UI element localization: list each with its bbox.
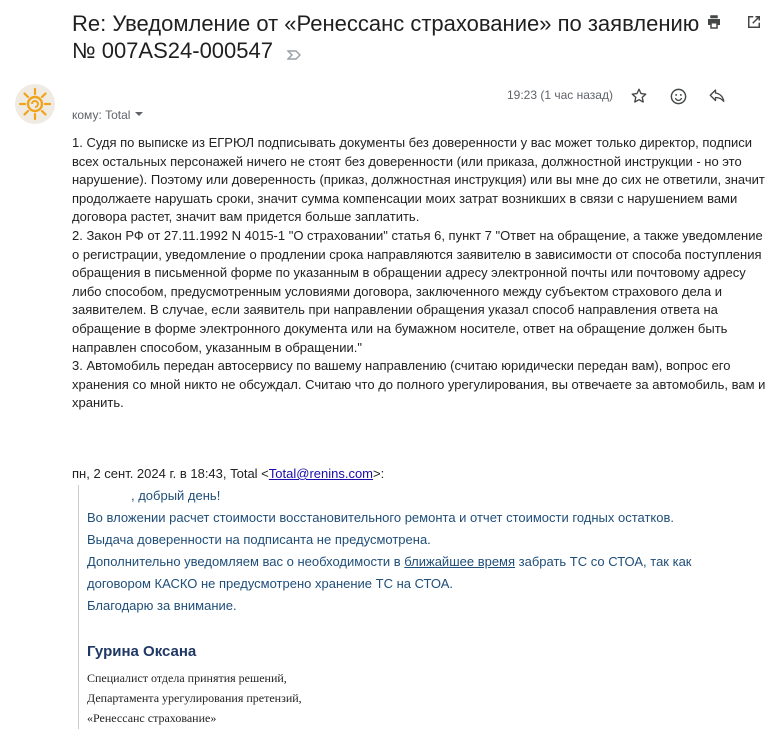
quote-attribution xyxy=(72,466,384,481)
body-paragraph-1: 1. Судя по выписке из ЕГРЮЛ подписывать документы без доверенности у вас может только директор, подписи всех остальных персонажей ничего не стоят без доверенности (или приказа, должностной инструкции - но это нарушение). Поэтому или доверенность (приказ, должностная инструкция) или вы мне до сих не ответили, значит продолжаете нарушать сроки, значит сумма компенсации моих затрат возникших в связи с нарушением вами договора растет, значит вам придется больше заплатить. xyxy=(72,135,765,225)
print-icon[interactable] xyxy=(704,12,724,32)
email-subject-text: Re: Уведомление от «Ренессанс страхование» по заявлению № 007AS24-000547 xyxy=(72,11,700,63)
quoted-message xyxy=(78,485,758,729)
emoji-reaction-icon[interactable] xyxy=(668,86,688,106)
signature-title-1: Специалист отдела принятия решений, xyxy=(87,671,287,685)
important-marker-icon[interactable] xyxy=(287,39,301,66)
quote-line-power-of-attorney: Выдача доверенности на подписанта не предусмотрена. xyxy=(87,532,431,547)
quote-date-link[interactable]: ближайшее время xyxy=(404,554,516,569)
quote-line-kasko: договором КАСКО не предусмотрено хранение ТС на СТОА. xyxy=(87,576,454,591)
star-icon[interactable] xyxy=(629,86,649,106)
thread-toolbar xyxy=(704,12,764,32)
sender-avatar[interactable] xyxy=(15,84,55,124)
recipient-label: кому: Total xyxy=(72,108,131,122)
sender-email-link[interactable]: Total@renins.com xyxy=(268,466,374,481)
quote-line-notice xyxy=(87,551,758,573)
body-paragraph-2: 2. Закон РФ от 27.11.1992 N 4015-1 "О страховании" статья 6, пункт 7 "Ответ на обращение, а также уведомление о регистрации, уведомление о продлении срока направляются заявителю в зависимости от способа поступления обращения в письменной форме по указанным в обращении адресу электронной почты или почтовому адресу либо способом, предусмотренным условиями договора, заключенного между субъектом страхового дела и заявителем. В случае, если заявитель при направлении обращения указал способ направления ответа на обращение в форме электронного документа или на бумажном носителе, ответ на обращение должен быть направлен способом, указанным в обращении." xyxy=(72,227,763,355)
message-actions xyxy=(629,86,727,106)
signature-title-2: Департамента урегулирования претензий, xyxy=(87,691,302,705)
message-body xyxy=(72,134,768,413)
quote-line-notice-b: забрать ТС со СТОА, так как xyxy=(515,554,692,569)
quote-attribution-suffix: >: xyxy=(373,466,385,481)
message-time: 19:23 (1 час назад) xyxy=(507,88,613,102)
quote-greeting: , добрый день! xyxy=(131,488,221,503)
quote-line-thanks: Благодарю за внимание. xyxy=(87,598,237,613)
body-paragraph-3: 3. Автомобиль передан автосервису по вашему направлению (считаю юридически передан вам), вопрос его хранения со мной никто не обсуждал. Считаю что до полного урегулирования, вы отвечаете за автомобиль, вам и хранить. xyxy=(72,358,766,411)
email-subject xyxy=(72,10,712,66)
reply-icon[interactable] xyxy=(707,86,727,106)
quote-line-notice-a: Дополнительно уведомляем вас о необходимости в xyxy=(87,554,405,569)
quote-attribution-prefix: пн, 2 сент. 2024 г. в 18:43, Total < xyxy=(72,466,269,481)
recipient-line[interactable] xyxy=(72,108,144,122)
signature-name: Гурина Оксана xyxy=(87,643,197,660)
quote-line-attachments: Во вложении расчет стоимости восстановительного ремонта и отчет стоимости годных остатков. xyxy=(87,510,674,525)
chevron-down-icon[interactable] xyxy=(134,108,144,122)
signature-company: «Ренессанс страхование» xyxy=(87,711,217,725)
open-in-new-window-icon[interactable] xyxy=(744,12,764,32)
